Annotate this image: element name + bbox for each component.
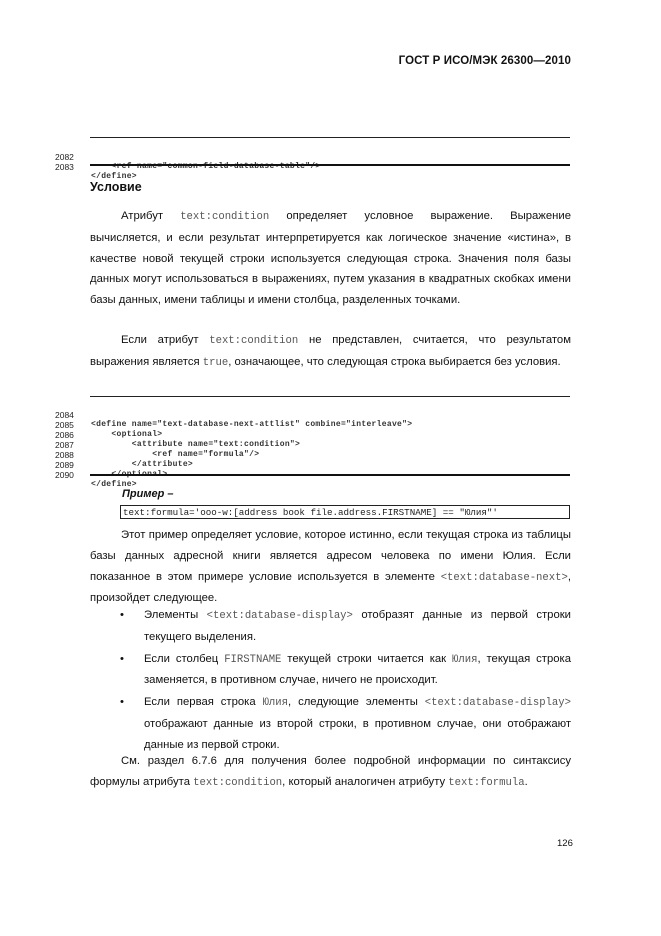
page-number: 126	[557, 838, 573, 849]
para-text: Этот пример определяет условие, которое истинно, если текущая строка из таблицы базы данных адресной книги является адресом человека по имени Юлия. Если показанное в этом примере условие используется в элементе	[90, 529, 571, 583]
section-title: Условие	[90, 180, 142, 194]
inline-code: text:formula	[448, 776, 525, 789]
bullet-marker: •	[120, 652, 124, 665]
item-text: отобразят данные из первой строки текущего выделения.	[144, 609, 571, 643]
line-number: 2083	[55, 162, 74, 172]
code-rule-bottom	[90, 164, 570, 166]
line-number: 2085	[55, 420, 74, 430]
item-text: Элементы	[144, 609, 207, 621]
example-code-box: text:formula='ooo-w:[address book file.address.FIRSTNAME] == "Юлия"'	[120, 505, 570, 519]
paragraph-example-explanation	[90, 525, 571, 609]
para-text: не представлен, считается, что результатом выражения является	[90, 334, 571, 368]
item-text: Если первая строка	[144, 696, 263, 709]
line-number: 2088	[55, 450, 74, 460]
para-text: Атрибут	[121, 210, 181, 222]
inline-code: FIRSTNAME	[224, 653, 282, 666]
para-text: определяет условное выражение. Выражение вычисляется, и если результат интерпретируется как логическое значение «истина», в качестве новой текущей строки используется следующая строка. Значения поля базы данных могут использоваться в выражениях, путем указания в квадратных скобках имени базы данных, имени таблицы и имени столбца, разделенных точками.	[90, 210, 571, 307]
para-text: , который аналогичен атрибуту	[282, 775, 449, 788]
item-text: Если столбец	[144, 652, 225, 665]
paragraph-default-value	[90, 330, 571, 374]
inline-code: <text:database-next>	[440, 571, 568, 584]
code-text: </define>	[91, 480, 137, 489]
list-item	[120, 692, 571, 755]
paragraph-see-also	[90, 751, 571, 794]
code-rule-top	[90, 396, 570, 397]
code-text: <define name="text-database-next-attlist" combine="interleave">	[91, 420, 413, 429]
para-text: , произойдет следующее.	[90, 570, 571, 605]
inline-code: true	[202, 356, 229, 369]
bullet-marker: •	[120, 609, 124, 621]
paragraph-condition-description	[90, 206, 571, 311]
inline-code: <text:database-display>	[206, 610, 353, 622]
list-item	[120, 605, 571, 648]
line-number: 2087	[55, 440, 74, 450]
code-text: </optional>	[91, 470, 168, 479]
code-text: <attribute name="text:condition">	[91, 440, 301, 449]
list-item	[120, 649, 571, 692]
inline-code: Юлия	[262, 697, 288, 710]
para-text: .	[524, 775, 528, 788]
line-number: 2089	[55, 460, 74, 470]
para-text: Если атрибут	[121, 334, 210, 346]
code-text: <optional>	[91, 430, 163, 439]
standard-header: ГОСТ Р ИСО/МЭК 26300—2010	[398, 55, 571, 67]
item-text: , текущая строка заменяется, в противном случае, ничего не происходит.	[144, 652, 571, 687]
code-rule-bottom	[90, 474, 570, 476]
inline-code: text:condition	[180, 211, 270, 223]
code-text: <ref name="formula"/>	[91, 450, 260, 459]
line-number: 2086	[55, 430, 74, 440]
code-text: </attribute>	[91, 460, 194, 469]
code-rule-top	[90, 137, 570, 138]
item-text: текущей строки читается как	[281, 652, 453, 665]
example-label: Пример –	[122, 488, 174, 500]
inline-code: Юлия	[452, 653, 478, 666]
line-number: 2082	[55, 152, 74, 162]
code-text: <ref name="common-field-database-table"/>	[91, 162, 321, 171]
item-text: , следующие элементы	[288, 696, 425, 709]
inline-code: <text:database-display>	[424, 697, 571, 710]
para-text: , означающее, что следующая строка выбирается без условия.	[228, 355, 561, 368]
code-text: </define>	[91, 172, 137, 181]
line-number: 2084	[55, 410, 74, 420]
line-number: 2090	[55, 470, 74, 480]
inline-code: text:condition	[193, 776, 283, 789]
inline-code: text:condition	[209, 335, 299, 347]
para-text: См. раздел 6.7.6 для получения более подробной информации по синтаксису формулы атрибута	[90, 755, 571, 788]
consequence-list	[120, 605, 571, 757]
bullet-marker: •	[120, 696, 124, 709]
item-text: отображают данные из второй строки, в противном случае, они отображают данные из первой строки.	[144, 717, 571, 751]
